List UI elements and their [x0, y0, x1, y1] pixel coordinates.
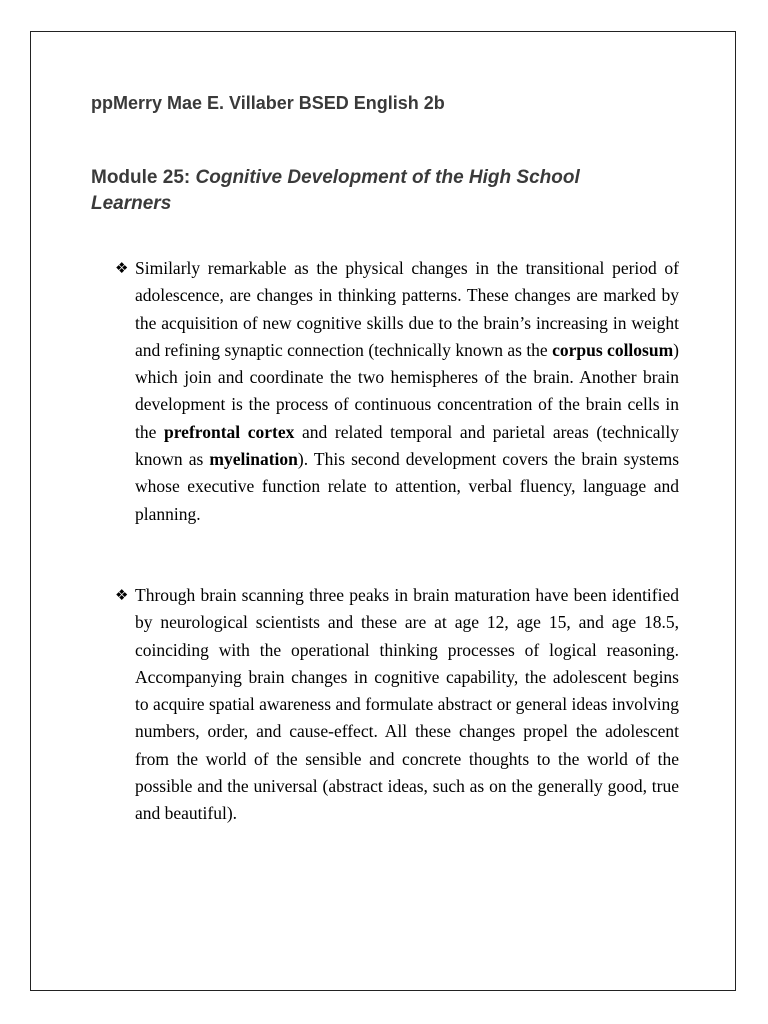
bullet-item [115, 582, 679, 828]
module-title-prefix: Module 25: [91, 167, 196, 188]
term-corpus-collosum: corpus collosum [552, 339, 674, 360]
diamond-bullet-icon: ❖ [115, 259, 129, 277]
author-line: ppMerry Mae E. Villaber BSED English 2b [91, 93, 445, 113]
term-prefrontal-cortex: prefrontal cortex [164, 421, 295, 442]
bullet-paragraph [135, 255, 679, 528]
bullet-item [115, 255, 679, 528]
term-myelination: myelination [209, 449, 298, 470]
text-segment: ). This second development covers the brain systems whose executive function relate to attention, verbal fluency, language and planning. [135, 449, 679, 524]
text-segment: ) which join and coordinate the two hemispheres of the brain. Another brain development is the process of continuous concentration of the brain cells in the [135, 339, 679, 442]
text-segment: and related temporal and parietal areas (technically known as [135, 421, 679, 470]
text-segment: Similarly remarkable as the physical changes in the transitional period of adolescence, are changes in thinking patterns. These changes are marked by the acquisition of new cognitive skills due to the brain’s increasing in weight and refining synaptic connection (technically known as the [135, 258, 679, 360]
diamond-bullet-icon: ❖ [115, 586, 129, 604]
module-title [91, 165, 651, 217]
module-title-topic: Cognitive Development of the High School Learners [91, 167, 580, 214]
bullet-paragraph: Through brain scanning three peaks in brain maturation have been identified by neurological scientists and these are at age 12, age 15, and age 18.5, coinciding with the operational thinking processes of logical reasoning. Accompanying brain changes in cognitive capability, the adolescent begins to acquire spatial awareness and formulate abstract or general ideas involving numbers, order, and cause-effect. All these changes propel the adolescent from the world of the sensible and concrete thoughts to the world of the possible and the universal (abstract ideas, such as on the generally good, true and beautiful). [135, 585, 679, 824]
